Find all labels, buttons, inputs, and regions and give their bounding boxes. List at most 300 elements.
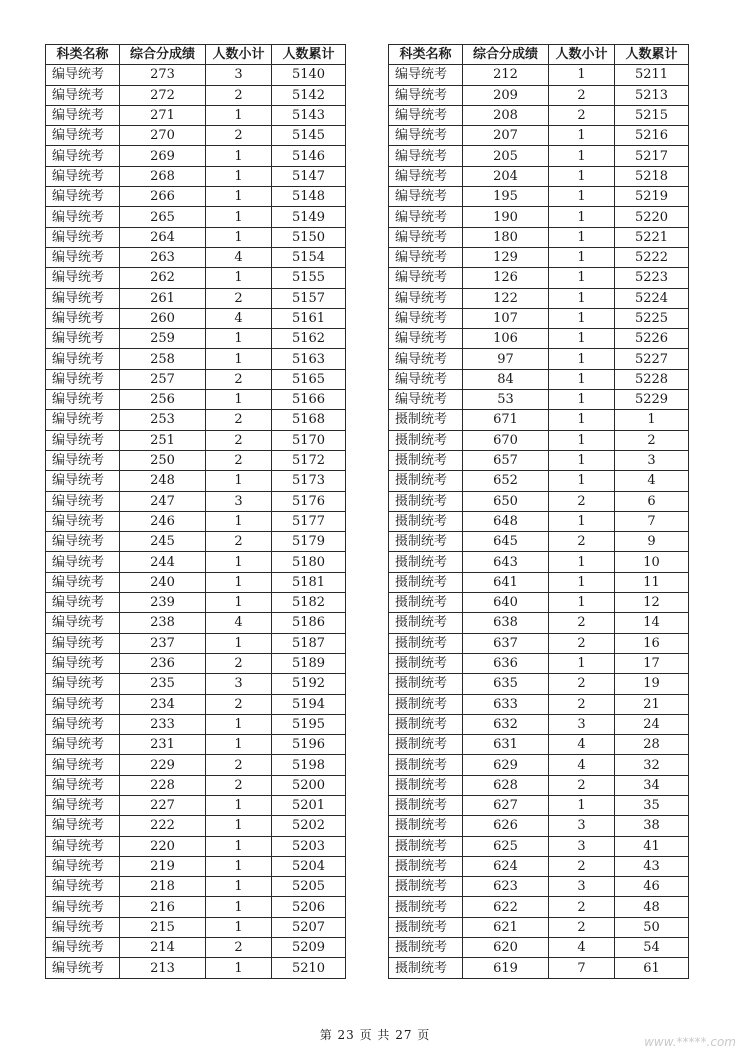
- cell-count: 7: [549, 958, 615, 978]
- cell-cumulative: 5224: [615, 288, 689, 308]
- table-row: [46, 126, 346, 146]
- cell-score: 213: [120, 958, 206, 978]
- cell-count: 1: [206, 877, 272, 897]
- table-row: [389, 308, 689, 328]
- cell-score: 623: [463, 877, 549, 897]
- cell-count: 1: [549, 349, 615, 369]
- cell-cumulative: 5181: [272, 572, 346, 592]
- cell-category: 编导统考: [46, 65, 120, 85]
- table-row: [46, 247, 346, 267]
- cell-score: 263: [120, 247, 206, 267]
- cell-count: 2: [206, 694, 272, 714]
- cell-cumulative: 5225: [615, 308, 689, 328]
- header-cumulative: 人数累计: [272, 45, 346, 65]
- cell-category: 编导统考: [389, 369, 463, 389]
- cell-category: 摄制统考: [389, 958, 463, 978]
- cell-cumulative: 19: [615, 674, 689, 694]
- cell-category: 摄制统考: [389, 755, 463, 775]
- cell-score: 633: [463, 694, 549, 714]
- cell-count: 1: [549, 247, 615, 267]
- cell-cumulative: 5223: [615, 268, 689, 288]
- table-row: [389, 877, 689, 897]
- table-row: [389, 247, 689, 267]
- cell-category: 编导统考: [389, 187, 463, 207]
- cell-category: 编导统考: [46, 207, 120, 227]
- cell-cumulative: 5222: [615, 247, 689, 267]
- cell-category: 编导统考: [389, 227, 463, 247]
- cell-category: 编导统考: [46, 836, 120, 856]
- cell-category: 编导统考: [46, 755, 120, 775]
- cell-count: 1: [549, 187, 615, 207]
- cell-category: 编导统考: [389, 308, 463, 328]
- header-count: 人数小计: [206, 45, 272, 65]
- table-row: [389, 471, 689, 491]
- cell-cumulative: 5147: [272, 166, 346, 186]
- cell-category: 摄制统考: [389, 775, 463, 795]
- cell-category: 摄制统考: [389, 714, 463, 734]
- cell-category: 编导统考: [46, 897, 120, 917]
- cell-count: 1: [206, 146, 272, 166]
- cell-cumulative: 5146: [272, 146, 346, 166]
- cell-category: 编导统考: [389, 288, 463, 308]
- table-row: [389, 207, 689, 227]
- cell-count: 1: [206, 593, 272, 613]
- cell-score: 640: [463, 593, 549, 613]
- cell-cumulative: 5200: [272, 775, 346, 795]
- table-row: [46, 593, 346, 613]
- cell-category: 编导统考: [46, 816, 120, 836]
- cell-count: 1: [206, 552, 272, 572]
- cell-score: 107: [463, 308, 549, 328]
- table-row: [46, 288, 346, 308]
- cell-count: 3: [549, 816, 615, 836]
- cell-count: 2: [206, 775, 272, 795]
- cell-category: 摄制统考: [389, 897, 463, 917]
- cell-cumulative: 5220: [615, 207, 689, 227]
- cell-score: 97: [463, 349, 549, 369]
- table-row: [389, 187, 689, 207]
- cell-cumulative: 5201: [272, 795, 346, 815]
- cell-score: 259: [120, 329, 206, 349]
- cell-count: 2: [206, 288, 272, 308]
- table-row: [46, 674, 346, 694]
- cell-cumulative: 5157: [272, 288, 346, 308]
- cell-category: 编导统考: [46, 572, 120, 592]
- cell-score: 129: [463, 247, 549, 267]
- cell-score: 269: [120, 146, 206, 166]
- cell-category: 编导统考: [46, 735, 120, 755]
- cell-cumulative: 5173: [272, 471, 346, 491]
- cell-count: 1: [206, 207, 272, 227]
- cell-score: 250: [120, 450, 206, 470]
- cell-score: 229: [120, 755, 206, 775]
- cell-category: 编导统考: [46, 410, 120, 430]
- table-row: [389, 491, 689, 511]
- table-row: [46, 877, 346, 897]
- cell-cumulative: 5161: [272, 308, 346, 328]
- cell-score: 219: [120, 856, 206, 876]
- cell-count: 1: [206, 958, 272, 978]
- cell-category: 摄制统考: [389, 613, 463, 633]
- cell-score: 272: [120, 85, 206, 105]
- cell-score: 209: [463, 85, 549, 105]
- cell-score: 208: [463, 105, 549, 125]
- cell-count: 2: [206, 653, 272, 673]
- header-cumulative: 人数累计: [615, 45, 689, 65]
- cell-score: 635: [463, 674, 549, 694]
- table-row: [389, 633, 689, 653]
- cell-count: 1: [549, 329, 615, 349]
- table-row: [46, 471, 346, 491]
- cell-count: 1: [549, 593, 615, 613]
- cell-count: 2: [549, 917, 615, 937]
- cell-cumulative: 5180: [272, 552, 346, 572]
- cell-category: 编导统考: [46, 958, 120, 978]
- cell-count: 2: [206, 938, 272, 958]
- cell-cumulative: 5163: [272, 349, 346, 369]
- cell-score: 265: [120, 207, 206, 227]
- cell-category: 编导统考: [46, 511, 120, 531]
- table-row: [389, 938, 689, 958]
- cell-count: 1: [549, 795, 615, 815]
- cell-count: 1: [206, 836, 272, 856]
- cell-count: 3: [206, 65, 272, 85]
- table-row: [389, 126, 689, 146]
- cell-cumulative: 5140: [272, 65, 346, 85]
- table-row: [389, 349, 689, 369]
- cell-count: 2: [206, 532, 272, 552]
- cell-score: 235: [120, 674, 206, 694]
- cell-score: 271: [120, 105, 206, 125]
- cell-category: 摄制统考: [389, 471, 463, 491]
- cell-cumulative: 5192: [272, 674, 346, 694]
- cell-category: 编导统考: [46, 491, 120, 511]
- cell-score: 627: [463, 795, 549, 815]
- cell-score: 632: [463, 714, 549, 734]
- cell-category: 摄制统考: [389, 816, 463, 836]
- cell-category: 编导统考: [46, 126, 120, 146]
- table-row: [46, 450, 346, 470]
- table-row: [46, 653, 346, 673]
- cell-cumulative: 5196: [272, 735, 346, 755]
- cell-score: 207: [463, 126, 549, 146]
- cell-score: 643: [463, 552, 549, 572]
- cell-score: 264: [120, 227, 206, 247]
- cell-cumulative: 5149: [272, 207, 346, 227]
- cell-score: 190: [463, 207, 549, 227]
- cell-score: 619: [463, 958, 549, 978]
- table-row: [46, 552, 346, 572]
- table-row: [389, 227, 689, 247]
- cell-cumulative: 5204: [272, 856, 346, 876]
- table-row: [389, 674, 689, 694]
- cell-cumulative: 5202: [272, 816, 346, 836]
- cell-cumulative: 5198: [272, 755, 346, 775]
- cell-category: 编导统考: [46, 329, 120, 349]
- table-row: [389, 430, 689, 450]
- cell-category: 摄制统考: [389, 450, 463, 470]
- table-row: [389, 816, 689, 836]
- cell-category: 摄制统考: [389, 593, 463, 613]
- cell-score: 620: [463, 938, 549, 958]
- page-footer: 第 23 页 共 27 页: [319, 1028, 431, 1042]
- table-row: [389, 653, 689, 673]
- cell-cumulative: 5177: [272, 511, 346, 531]
- header-score: 综合分成绩: [463, 45, 549, 65]
- table-row: [389, 572, 689, 592]
- table-row: [46, 938, 346, 958]
- table-header-row: [389, 45, 689, 65]
- table-row: [389, 390, 689, 410]
- cell-cumulative: 5205: [272, 877, 346, 897]
- cell-category: 编导统考: [46, 308, 120, 328]
- cell-count: 2: [206, 369, 272, 389]
- cell-score: 645: [463, 532, 549, 552]
- score-table-right: [388, 44, 689, 979]
- cell-cumulative: 5187: [272, 633, 346, 653]
- table-row: [46, 633, 346, 653]
- cell-cumulative: 9: [615, 532, 689, 552]
- cell-score: 268: [120, 166, 206, 186]
- header-category: 科类名称: [46, 45, 120, 65]
- table-row: [389, 329, 689, 349]
- cell-category: 编导统考: [46, 613, 120, 633]
- table-row: [389, 856, 689, 876]
- cell-cumulative: 5221: [615, 227, 689, 247]
- cell-score: 106: [463, 329, 549, 349]
- table-row: [46, 308, 346, 328]
- cell-cumulative: 5207: [272, 917, 346, 937]
- cell-count: 4: [206, 247, 272, 267]
- cell-cumulative: 46: [615, 877, 689, 897]
- table-row: [389, 694, 689, 714]
- cell-score: 236: [120, 653, 206, 673]
- cell-category: 编导统考: [46, 532, 120, 552]
- cell-score: 257: [120, 369, 206, 389]
- cell-category: 摄制统考: [389, 938, 463, 958]
- cell-category: 摄制统考: [389, 633, 463, 653]
- cell-count: 1: [549, 207, 615, 227]
- cell-cumulative: 5166: [272, 390, 346, 410]
- cell-cumulative: 7: [615, 511, 689, 531]
- cell-count: 1: [206, 329, 272, 349]
- cell-count: 1: [206, 511, 272, 531]
- cell-score: 670: [463, 430, 549, 450]
- cell-score: 657: [463, 450, 549, 470]
- cell-count: 1: [206, 227, 272, 247]
- cell-score: 671: [463, 410, 549, 430]
- cell-score: 195: [463, 187, 549, 207]
- cell-category: 编导统考: [46, 653, 120, 673]
- cell-count: 2: [549, 856, 615, 876]
- table-row: [46, 694, 346, 714]
- cell-cumulative: 5145: [272, 126, 346, 146]
- cell-count: 2: [549, 633, 615, 653]
- cell-category: 编导统考: [46, 552, 120, 572]
- table-row: [46, 268, 346, 288]
- cell-cumulative: 5216: [615, 126, 689, 146]
- cell-category: 编导统考: [46, 674, 120, 694]
- cell-score: 273: [120, 65, 206, 85]
- cell-cumulative: 5217: [615, 146, 689, 166]
- cell-count: 1: [549, 653, 615, 673]
- cell-score: 648: [463, 511, 549, 531]
- cell-category: 编导统考: [389, 207, 463, 227]
- cell-score: 253: [120, 410, 206, 430]
- table-row: [389, 532, 689, 552]
- cell-count: 1: [549, 308, 615, 328]
- cell-category: 编导统考: [46, 247, 120, 267]
- cell-category: 编导统考: [46, 633, 120, 653]
- cell-score: 622: [463, 897, 549, 917]
- cell-count: 2: [549, 532, 615, 552]
- cell-count: 1: [549, 471, 615, 491]
- cell-cumulative: 10: [615, 552, 689, 572]
- cell-cumulative: 12: [615, 593, 689, 613]
- cell-category: 摄制统考: [389, 572, 463, 592]
- cell-cumulative: 5209: [272, 938, 346, 958]
- cell-cumulative: 1: [615, 410, 689, 430]
- table-row: [389, 369, 689, 389]
- cell-count: 4: [206, 613, 272, 633]
- score-table-left: [45, 44, 346, 979]
- cell-count: 1: [549, 390, 615, 410]
- cell-cumulative: 5142: [272, 85, 346, 105]
- table-row: [389, 593, 689, 613]
- table-row: [46, 613, 346, 633]
- cell-count: 3: [549, 877, 615, 897]
- cell-category: 摄制统考: [389, 410, 463, 430]
- table-row: [389, 85, 689, 105]
- table-row: [389, 288, 689, 308]
- cell-score: 270: [120, 126, 206, 146]
- cell-count: 1: [206, 633, 272, 653]
- cell-count: 2: [206, 410, 272, 430]
- table-row: [389, 450, 689, 470]
- cell-count: 1: [206, 187, 272, 207]
- cell-cumulative: 5218: [615, 166, 689, 186]
- cell-cumulative: 4: [615, 471, 689, 491]
- table-row: [389, 511, 689, 531]
- table-row: [389, 958, 689, 978]
- cell-score: 204: [463, 166, 549, 186]
- cell-count: 1: [206, 349, 272, 369]
- cell-category: 摄制统考: [389, 877, 463, 897]
- cell-count: 2: [206, 85, 272, 105]
- cell-cumulative: 5213: [615, 85, 689, 105]
- cell-cumulative: 5210: [272, 958, 346, 978]
- table-row: [46, 917, 346, 937]
- cell-count: 1: [549, 450, 615, 470]
- cell-score: 234: [120, 694, 206, 714]
- cell-score: 205: [463, 146, 549, 166]
- cell-cumulative: 5148: [272, 187, 346, 207]
- cell-category: 编导统考: [46, 795, 120, 815]
- cell-count: 2: [206, 126, 272, 146]
- cell-count: 4: [206, 308, 272, 328]
- cell-category: 摄制统考: [389, 836, 463, 856]
- cell-cumulative: 32: [615, 755, 689, 775]
- cell-cumulative: 14: [615, 613, 689, 633]
- cell-category: 编导统考: [389, 247, 463, 267]
- cell-score: 53: [463, 390, 549, 410]
- cell-count: 2: [549, 775, 615, 795]
- table-row: [46, 227, 346, 247]
- table-row: [46, 958, 346, 978]
- cell-category: 摄制统考: [389, 552, 463, 572]
- cell-score: 636: [463, 653, 549, 673]
- table-row: [46, 146, 346, 166]
- table-row: [389, 552, 689, 572]
- cell-score: 220: [120, 836, 206, 856]
- table-row: [389, 105, 689, 125]
- cell-cumulative: 5165: [272, 369, 346, 389]
- cell-cumulative: 11: [615, 572, 689, 592]
- cell-category: 编导统考: [46, 166, 120, 186]
- cell-cumulative: 5179: [272, 532, 346, 552]
- cell-category: 编导统考: [389, 65, 463, 85]
- table-row: [389, 410, 689, 430]
- table-header-row: [46, 45, 346, 65]
- cell-category: 编导统考: [389, 349, 463, 369]
- cell-cumulative: 5155: [272, 268, 346, 288]
- table-row: [46, 795, 346, 815]
- cell-score: 245: [120, 532, 206, 552]
- cell-cumulative: 21: [615, 694, 689, 714]
- cell-cumulative: 5215: [615, 105, 689, 125]
- cell-score: 638: [463, 613, 549, 633]
- cell-cumulative: 61: [615, 958, 689, 978]
- table-row: [389, 897, 689, 917]
- table-row: [46, 349, 346, 369]
- table-row: [46, 166, 346, 186]
- watermark-logo: www.*****.com: [644, 1035, 736, 1049]
- cell-count: 1: [206, 572, 272, 592]
- cell-cumulative: 34: [615, 775, 689, 795]
- table-row: [46, 410, 346, 430]
- cell-count: 1: [549, 552, 615, 572]
- cell-count: 4: [549, 938, 615, 958]
- cell-score: 233: [120, 714, 206, 734]
- cell-cumulative: 5154: [272, 247, 346, 267]
- cell-count: 2: [549, 694, 615, 714]
- cell-cumulative: 5189: [272, 653, 346, 673]
- table-row: [389, 166, 689, 186]
- table-row: [389, 735, 689, 755]
- cell-category: 摄制统考: [389, 674, 463, 694]
- table-row: [389, 775, 689, 795]
- cell-score: 628: [463, 775, 549, 795]
- cell-score: 180: [463, 227, 549, 247]
- cell-cumulative: 5226: [615, 329, 689, 349]
- cell-category: 编导统考: [46, 187, 120, 207]
- cell-cumulative: 5162: [272, 329, 346, 349]
- cell-count: 1: [549, 369, 615, 389]
- cell-count: 2: [549, 85, 615, 105]
- cell-score: 637: [463, 633, 549, 653]
- cell-score: 248: [120, 471, 206, 491]
- table-row: [46, 430, 346, 450]
- cell-category: 摄制统考: [389, 917, 463, 937]
- cell-score: 214: [120, 938, 206, 958]
- header-count: 人数小计: [549, 45, 615, 65]
- cell-cumulative: 5172: [272, 450, 346, 470]
- cell-score: 641: [463, 572, 549, 592]
- cell-count: 1: [549, 430, 615, 450]
- cell-count: 1: [206, 816, 272, 836]
- cell-category: 编导统考: [46, 349, 120, 369]
- table-row: [46, 390, 346, 410]
